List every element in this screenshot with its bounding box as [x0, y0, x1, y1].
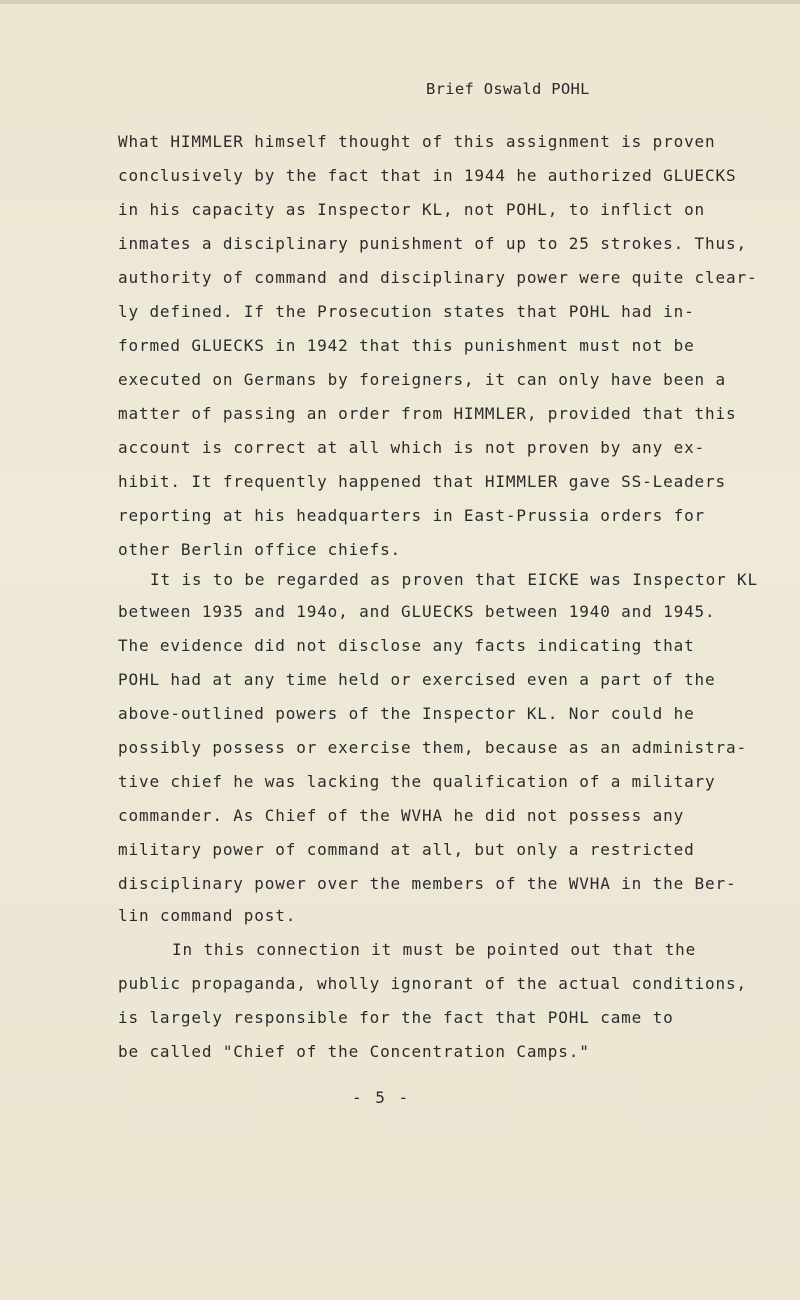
page-top-edge — [0, 0, 800, 4]
text-line: commander. As Chief of the WVHA he did not possess any — [118, 806, 685, 825]
text-line: matter of passing an order from HIMMLER, provided that this — [118, 404, 737, 423]
text-line: hibit. It frequently happened that HIMMLER gave SS-Leaders — [118, 472, 727, 491]
text-line: public propaganda, wholly ignorant of the actual conditions, — [118, 974, 747, 993]
text-line: The evidence did not disclose any facts indicating that — [118, 636, 695, 655]
text-line: reporting at his headquarters in East-Prussia orders for — [118, 506, 706, 525]
text-line: in his capacity as Inspector KL, not POHL, to inflict on — [118, 200, 706, 219]
text-line: POHL had at any time held or exercised even a part of the — [118, 670, 716, 689]
page-header: Brief Oswald POHL — [426, 80, 590, 98]
text-line: What HIMMLER himself thought of this assignment is proven — [118, 132, 716, 151]
text-line: inmates a disciplinary punishment of up to 25 strokes. Thus, — [118, 234, 747, 253]
text-line: executed on Germans by foreigners, it can only have been a — [118, 370, 727, 389]
text-line: authority of command and disciplinary power were quite clear- — [118, 268, 758, 287]
text-line: is largely responsible for the fact that POHL came to — [118, 1008, 674, 1027]
text-line: between 1935 and 194o, and GLUECKS between 1940 and 1945. — [118, 602, 716, 621]
text-line: other Berlin office chiefs. — [118, 540, 402, 559]
text-line: disciplinary power over the members of the WVHA in the Ber- — [118, 874, 737, 893]
text-line: tive chief he was lacking the qualification of a military — [118, 772, 716, 791]
text-line: conclusively by the fact that in 1944 he authorized GLUECKS — [118, 166, 737, 185]
text-line: military power of command at all, but only a restricted — [118, 840, 695, 859]
text-line: possibly possess or exercise them, because as an administra- — [118, 738, 747, 757]
text-line: In this connection it must be pointed out that the — [172, 940, 697, 959]
text-line: ly defined. If the Prosecution states that POHL had in- — [118, 302, 695, 321]
text-line: be called "Chief of the Concentration Camps." — [118, 1042, 590, 1061]
page-number: - 5 - — [352, 1088, 411, 1107]
text-line: above-outlined powers of the Inspector KL. Nor could he — [118, 704, 695, 723]
text-line: lin command post. — [118, 906, 297, 925]
text-line: account is correct at all which is not proven by any ex- — [118, 438, 706, 457]
text-line: It is to be regarded as proven that EICKE was Inspector KL — [150, 570, 759, 589]
text-line: formed GLUECKS in 1942 that this punishment must not be — [118, 336, 695, 355]
